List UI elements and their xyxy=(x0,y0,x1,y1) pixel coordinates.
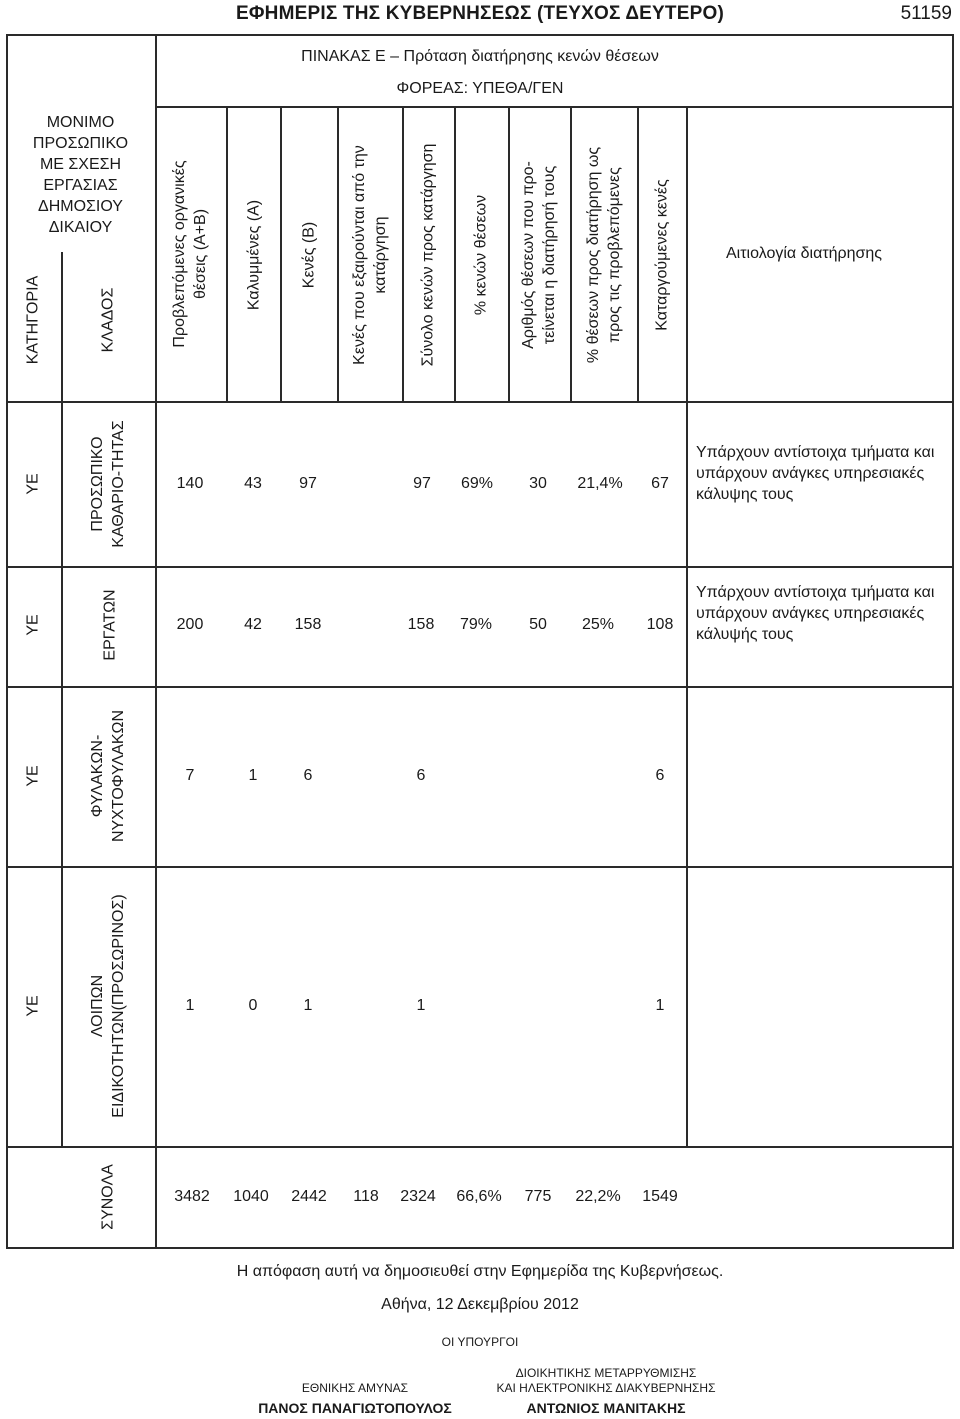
totals-label: ΣΥΝΟΛΑ xyxy=(99,1164,117,1230)
column-divider xyxy=(686,106,688,1148)
cell-vacant: 1 xyxy=(303,997,313,1014)
total-retained: 775 xyxy=(524,1188,552,1205)
row-branch: ΦΥΛΑΚΩΝ- ΝΥΧΤΟΦΥΛΑΚΩΝ xyxy=(89,709,127,843)
column-divider xyxy=(155,34,157,1248)
row-category: ΥΕ xyxy=(24,473,42,495)
staff-type-label: ΜΟΝΙΜΟ ΠΡΟΣΩΠΙΚΟ ΜΕ ΣΧΕΣΗ ΕΡΓΑΣΙΑΣ ΔΗΜΟΣΙΟΥ ΔΙΚΑΙΟΥ xyxy=(32,114,129,236)
row-branch: ΛΟΙΠΩΝ ΕΙΔΙΚΟΤΗΤΩΝ(ΠΡΟΣΩΡΙΝΟΣ) xyxy=(89,894,127,1118)
header-retained-count: Αριθμός θέσεων που προ- τείνεται η διατήρησή τους xyxy=(520,161,558,349)
cell-filled: 42 xyxy=(244,616,262,633)
total-vacant: 2442 xyxy=(291,1188,327,1205)
cell-pct-retained: 21,4% xyxy=(577,475,623,492)
cell-planned: 7 xyxy=(185,767,195,784)
cell-filled: 43 xyxy=(244,475,262,492)
total-excluded: 118 xyxy=(353,1188,379,1205)
row-category: ΥΕ xyxy=(24,995,42,1017)
minister-left-name: ΠΑΝΟΣ ΠΑΝΑΓΙΩΤΟΠΟΥΛΟΣ xyxy=(258,1400,452,1416)
column-divider xyxy=(337,106,339,401)
header-excluded-vacancies: Κενές που εξαιρούνται από την κατάργηση xyxy=(351,145,389,365)
minister-left-title: ΕΘΝΙΚΗΣ ΑΜΥΝΑΣ xyxy=(301,1381,409,1395)
cell-total-vacant: 6 xyxy=(416,767,426,784)
table-bottom-border xyxy=(6,1247,954,1249)
cell-reason: Υπάρχουν αντίστοιχα τμήματα και υπάρχουν ανάγκες υπηρεσιακές κάλυψης τους xyxy=(696,444,935,503)
cell-total-vacant: 97 xyxy=(413,475,431,492)
cell-total-vacant: 158 xyxy=(407,616,435,633)
cell-total-vacant: 1 xyxy=(416,997,426,1014)
cell-abolished: 6 xyxy=(655,767,665,784)
row-category: ΥΕ xyxy=(24,765,42,787)
caption-divider xyxy=(155,106,954,108)
table-agency: ΦΟΡΕΑΣ: ΥΠΕΘΑ/ΓΕΝ xyxy=(396,80,564,97)
column-divider xyxy=(637,106,639,401)
header-planned-positions: Προβλεπόμενες οργανικές θέσεις (Α+Β) xyxy=(171,160,209,348)
publication-note: Η απόφαση αυτή να δημοσιευθεί στην Εφημερίδα της Κυβερνήσεως. xyxy=(236,1263,724,1280)
header-pct-retained: % θέσεων προς διατήρηση ως προς τις προβλεπόμενες xyxy=(585,146,623,364)
column-divider xyxy=(570,106,572,401)
row-divider xyxy=(6,866,954,868)
total-total-vacant: 2324 xyxy=(400,1188,436,1205)
place-date: Αθήνα, 12 Δεκεμβρίου 2012 xyxy=(381,1296,579,1313)
column-divider xyxy=(61,252,63,1148)
row-divider xyxy=(6,686,954,688)
cell-planned: 1 xyxy=(185,997,195,1014)
cell-planned: 140 xyxy=(176,475,204,492)
row-divider xyxy=(6,566,954,568)
column-divider xyxy=(454,106,456,401)
column-divider xyxy=(226,106,228,401)
cell-vacant: 97 xyxy=(299,475,317,492)
cell-filled: 1 xyxy=(248,767,258,784)
total-abolished: 1549 xyxy=(642,1188,678,1205)
page-number: 51159 xyxy=(900,3,952,24)
cell-abolished: 108 xyxy=(646,616,674,633)
header-total-vacant: Σύνολο κενών προς κατάργηση xyxy=(419,143,437,367)
header-abolished: Καταργούμενες κενές xyxy=(653,179,671,331)
total-pct-retained: 22,2% xyxy=(575,1188,621,1205)
total-filled: 1040 xyxy=(233,1188,269,1205)
table-right-border xyxy=(952,34,954,1248)
cell-vacant: 6 xyxy=(303,767,313,784)
cell-pct-vacant: 69% xyxy=(460,475,494,492)
cell-vacant: 158 xyxy=(294,616,322,633)
cell-abolished: 67 xyxy=(651,475,669,492)
header-reason: Αιτιολογία διατήρησης xyxy=(726,245,883,262)
cell-pct-vacant: 79% xyxy=(459,616,493,633)
cell-pct-retained: 25% xyxy=(581,616,615,633)
gazette-header-title: ΕΦΗΜΕΡΙΣ ΤΗΣ ΚΥΒΕΡΝΗΣΕΩΣ (ΤΕΥΧΟΣ ΔΕΥΤΕΡΟ) xyxy=(236,3,724,24)
row-branch: ΕΡΓΑΤΩΝ xyxy=(101,589,119,661)
table-top-border xyxy=(6,34,954,36)
cell-abolished: 1 xyxy=(655,997,665,1014)
header-category: ΚΑΤΗΓΟΡΙΑ xyxy=(24,275,42,365)
table-caption: ΠΙΝΑΚΑΣ Ε – Πρόταση διατήρησης κενών θέσεων xyxy=(301,48,659,65)
row-branch: ΠΡΟΣΩΠΙΚΟ ΚΑΘΑΡΙΟ-ΤΗΤΑΣ xyxy=(89,420,127,548)
header-vacant: Κενές (Β) xyxy=(300,221,318,289)
row-category: ΥΕ xyxy=(24,614,42,636)
total-planned: 3482 xyxy=(174,1188,210,1205)
column-divider xyxy=(402,106,404,401)
header-bottom-line xyxy=(6,401,954,403)
column-divider xyxy=(508,106,510,401)
cell-retained: 50 xyxy=(529,616,547,633)
minister-right-name: ΑΝΤΩΝΙΟΣ ΜΑΝΙΤΑΚΗΣ xyxy=(526,1400,686,1416)
cell-retained: 30 xyxy=(529,475,547,492)
total-pct-vacant: 66,6% xyxy=(456,1188,502,1205)
header-filled: Καλυμμένες (Α) xyxy=(245,199,263,311)
minister-right-title: ΔΙΟΙΚΗΤΙΚΗΣ ΜΕΤΑΡΡΥΘΜΙΣΗΣ ΚΑΙ ΗΛΕΚΤΡΟΝΙΚΗΣ ΔΙΑΚΥΒΕΡΝΗΣΗΣ xyxy=(496,1366,716,1395)
cell-reason: Υπάρχουν αντίστοιχα τμήματα και υπάρχουν ανάγκες υπηρεσιακές κάλυψής τους xyxy=(696,584,935,643)
header-branch: ΚΛΑΔΟΣ xyxy=(99,287,117,353)
column-divider xyxy=(280,106,282,401)
header-pct-vacant: % κενών θέσεων xyxy=(472,194,490,316)
cell-planned: 200 xyxy=(176,616,204,633)
ministers-label: ΟΙ ΥΠΟΥΡΓΟΙ xyxy=(441,1335,519,1349)
cell-filled: 0 xyxy=(248,997,258,1014)
row-divider xyxy=(6,1146,954,1148)
